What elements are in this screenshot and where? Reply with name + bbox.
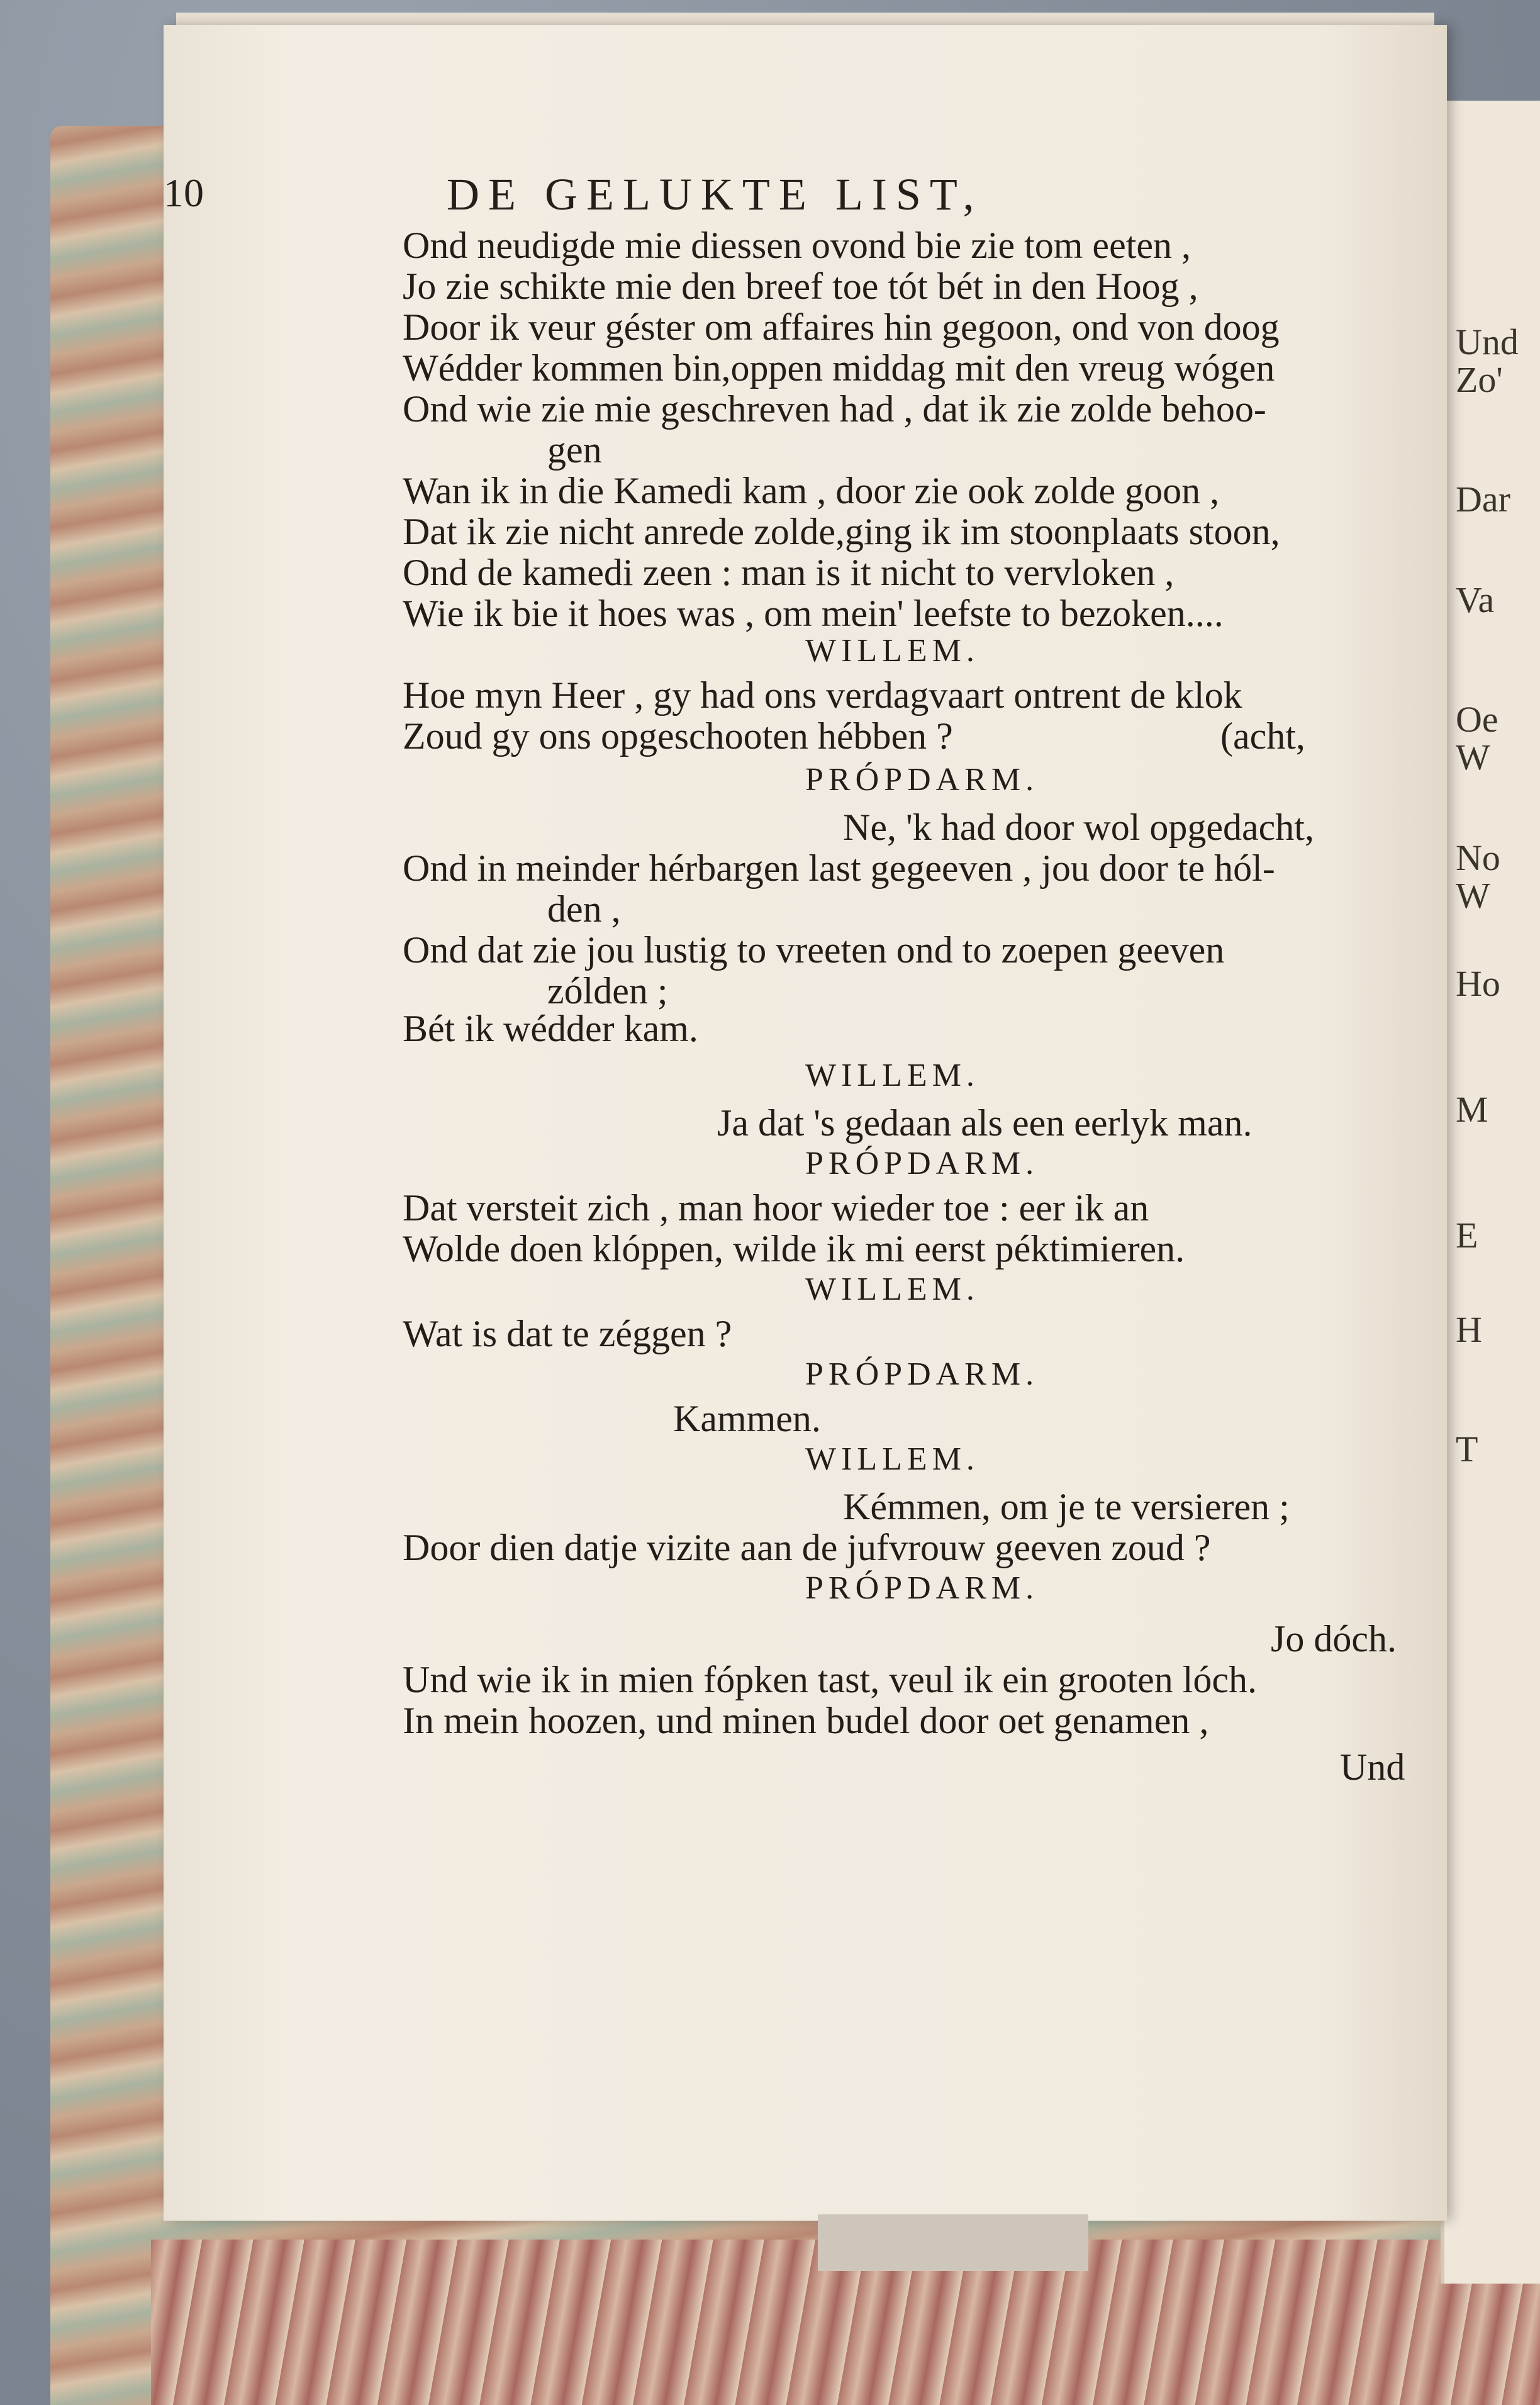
facing-page-fragment: No	[1456, 837, 1500, 878]
facing-page-fragment: Und	[1456, 321, 1519, 362]
facing-page-fragment: M	[1456, 1089, 1488, 1130]
verse-line: Door dien datje vizite aan de jufvrouw geeven zoud ?	[403, 1527, 1211, 1568]
turnover-line: (acht,	[1220, 715, 1305, 757]
facing-page-fragment: W	[1456, 875, 1490, 916]
verse-line: Kammen.	[673, 1398, 821, 1439]
verse-line: In mein hoozen, und minen budel door oet genamen ,	[403, 1700, 1209, 1741]
turnover-line: zólden ;	[547, 970, 668, 1012]
verse-line: Dat versteit zich , man hoor wieder toe : eer ik an	[403, 1187, 1149, 1229]
page-number: 10	[164, 170, 204, 215]
catchword: Und	[1340, 1746, 1405, 1788]
verse-line: Ond de kamedi zeen : man is it nicht to vervloken ,	[403, 552, 1175, 593]
verse-line: Ja dat 's gedaan als een eerlyk man.	[717, 1102, 1253, 1144]
verse-line: Door ik veur géster om affaires hin gegoon, ond von doog	[403, 306, 1280, 348]
facing-page-fragment: Ho	[1456, 963, 1500, 1004]
verse-line: Wat is dat te zéggen ?	[403, 1313, 732, 1354]
verse-line: Bét ik wédder kam.	[403, 1008, 698, 1049]
verse-line: Ond in meinder hérbargen last gegeeven , jou door te hól-	[403, 847, 1275, 889]
speaker-name: PRÓPDARM.	[805, 1146, 1039, 1181]
verse-line: Hoe myn Heer , gy had ons verdagvaart ontrent de klok	[403, 674, 1242, 716]
facing-page-fragment: E	[1456, 1215, 1478, 1256]
facing-page-fragment: H	[1456, 1309, 1482, 1350]
verse-line: Ond neudigde mie diessen ovond bie zie tom eeten ,	[403, 225, 1191, 266]
verse-line: Ond dat zie jou lustig to vreeten ond to zoepen geeven	[403, 929, 1225, 971]
verse-line: Dat ik zie nicht anrede zolde,ging ik im stoonplaats stoon,	[403, 511, 1280, 552]
facing-page-fragment: Dar	[1456, 479, 1510, 520]
verse-line: Und wie ik in mien fópken tast, veul ik ein grooten lóch.	[403, 1659, 1258, 1700]
verse-line: Zoud gy ons opgeschooten hébben ?	[403, 715, 953, 757]
speaker-name: WILLEM.	[805, 633, 979, 669]
facing-page-fragment: Va	[1456, 579, 1495, 620]
bookmark-tab	[818, 2214, 1088, 2271]
speaker-name: WILLEM.	[805, 1271, 979, 1307]
facing-page-fragment: W	[1456, 737, 1490, 778]
turnover-line: den ,	[547, 888, 621, 930]
verse-line: Jo zie schikte mie den breef toe tót bét in den Hoog ,	[403, 265, 1198, 307]
verse-line: Wédder kommen bin,oppen middag mit den vreug wógen	[403, 347, 1275, 389]
turnover-line: gen	[547, 429, 602, 471]
running-title: DE GELUKTE LIST,	[447, 169, 983, 220]
verse-line: Ne, 'k had door wol opgedacht,	[843, 806, 1314, 848]
speaker-name: PRÓPDARM.	[805, 762, 1039, 798]
facing-page	[1441, 101, 1540, 2284]
facing-page-fragment: Zo'	[1456, 359, 1503, 400]
verse-line: Wie ik bie it hoes was , om mein' leefste to bezoken....	[403, 593, 1224, 634]
speaker-name: PRÓPDARM.	[805, 1570, 1039, 1606]
verse-line: Jo dóch.	[1271, 1618, 1397, 1660]
speaker-name: WILLEM.	[805, 1057, 979, 1093]
verse-line: Wolde doen klóppen, wilde ik mi eerst péktimieren.	[403, 1228, 1185, 1269]
speaker-name: PRÓPDARM.	[805, 1356, 1039, 1392]
verse-line: Wan ik in die Kamedi kam , door zie ook zolde goon ,	[403, 470, 1220, 511]
verse-line: Kémmen, om je te versieren ;	[843, 1486, 1290, 1527]
facing-page-fragment: T	[1456, 1429, 1478, 1470]
facing-page-fragment: Oe	[1456, 699, 1498, 740]
speaker-name: WILLEM.	[805, 1441, 979, 1477]
verse-line: Ond wie zie mie geschreven had , dat ik zie zolde behoo-	[403, 388, 1266, 430]
